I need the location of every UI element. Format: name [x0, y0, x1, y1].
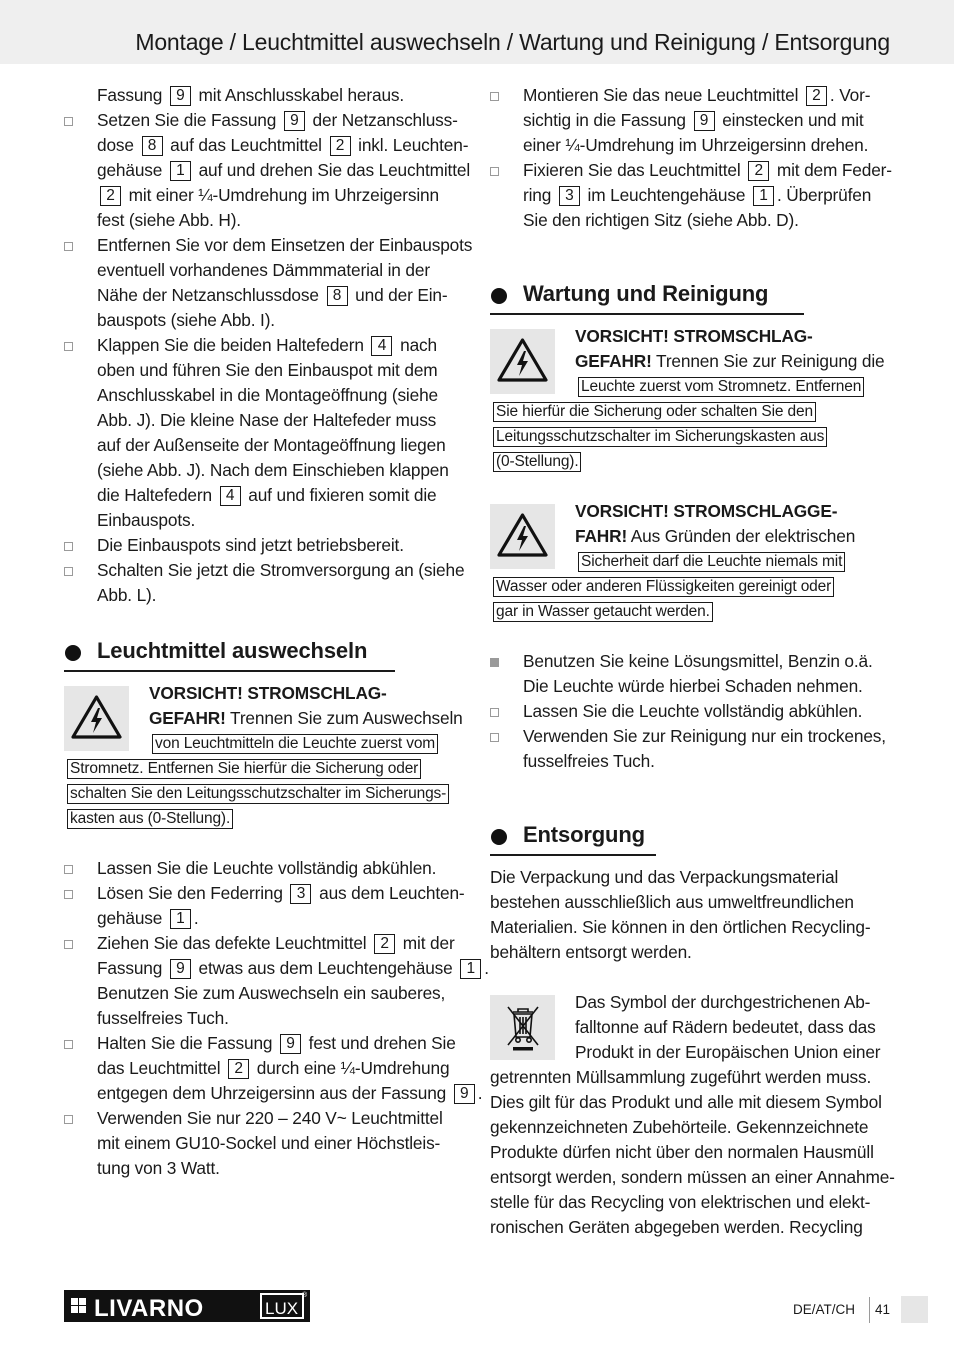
step-line	[64, 358, 466, 383]
text-segment: auf und drehen Sie das Leuchtmittel	[193, 160, 471, 180]
step-line	[64, 508, 466, 533]
step-line	[490, 749, 892, 774]
weee-line: Dies gilt für das Produkt und alle mit diesem Symbol	[490, 1092, 882, 1112]
reference-number-box: 9	[280, 1034, 301, 1054]
text-segment: oben und führen Sie den Einbauspot mit dem	[97, 360, 438, 380]
text-segment: Lassen Sie die Leuchte vollständig abkühlen.	[523, 701, 863, 721]
text-segment: Halten Sie die Fassung	[97, 1033, 278, 1053]
list-item	[64, 931, 489, 1031]
step-line	[490, 699, 892, 724]
reference-number-box: 4	[371, 336, 392, 356]
reference-number-box: 2	[806, 86, 827, 106]
high-voltage-warning-icon	[64, 686, 129, 751]
left-column	[64, 83, 489, 1181]
step-line	[64, 483, 466, 508]
text-segment: .	[484, 958, 489, 978]
text-segment: Abb. L).	[97, 585, 157, 605]
warning-line	[490, 599, 892, 624]
text-segment: auf das Leuchtmittel	[165, 135, 327, 155]
text-segment: sichtig in die Fassung	[523, 110, 691, 130]
step-line	[64, 433, 466, 458]
list-item	[490, 83, 892, 158]
warning-line	[490, 574, 892, 599]
text-segment: im Leuchtengehäuse	[582, 185, 750, 205]
step-line	[64, 931, 466, 956]
text-segment: . Überprüfen	[776, 185, 872, 205]
list-item	[64, 558, 466, 608]
step-line	[64, 1106, 466, 1131]
reference-number-box: 4	[220, 486, 241, 506]
step-line	[490, 208, 892, 233]
warning-label: FAHR!	[575, 526, 628, 546]
list-item	[490, 724, 892, 774]
square-bullet-icon	[64, 1040, 73, 1049]
registered-mark: ®	[302, 1292, 308, 1299]
text-segment: eventuell vorhandenes Dämmmaterial in der	[97, 260, 430, 280]
text-segment: aus dem Leuchten-	[314, 883, 465, 903]
list-item	[64, 1031, 483, 1106]
heading-underline	[490, 313, 804, 315]
text-segment: nach	[395, 335, 437, 355]
reference-number-box: 1	[460, 959, 481, 979]
step-line	[64, 1056, 466, 1081]
text-segment: ring	[523, 185, 556, 205]
step-line	[64, 981, 466, 1006]
list-item	[64, 108, 471, 233]
footer-divider	[869, 1297, 870, 1323]
step-line	[64, 133, 469, 158]
text-segment: das Leuchtmittel	[97, 1058, 226, 1078]
text-segment: Fassung	[97, 958, 167, 978]
reference-number-box: 1	[170, 161, 191, 181]
care-steps	[490, 649, 892, 774]
step-line	[64, 283, 466, 308]
text-segment: . Vor-	[829, 85, 871, 105]
warning-line	[64, 756, 466, 781]
text-segment: Fixieren Sie das Leuchtmittel	[523, 160, 746, 180]
lamp-steps	[64, 856, 489, 1181]
brand-suffix-text: LUX	[265, 1299, 299, 1318]
square-bullet-icon	[490, 658, 499, 667]
text-segment: gehäuse	[97, 908, 167, 928]
install-steps	[64, 83, 473, 608]
step-line	[64, 956, 489, 981]
square-bullet-icon	[64, 865, 73, 874]
reference-number-box: schalten Sie den Leitungsschutzschalter im Sicherungs-	[67, 784, 449, 804]
text-segment: auf und fixieren somit die	[243, 485, 437, 505]
text-segment: Die Einbauspots sind jetzt betriebsbereit.	[97, 535, 404, 555]
text-segment: Anschlusskabel in die Montageöffnung (siehe	[97, 385, 439, 405]
crossed-out-wheelie-bin-icon	[490, 995, 555, 1060]
high-voltage-warning-icon	[490, 504, 555, 569]
section-heading-care	[490, 279, 892, 309]
text-segment: Entfernen Sie vor dem Einsetzen der Einbauspots	[97, 235, 473, 255]
warning-line	[64, 781, 466, 806]
reference-number-box: 9	[170, 959, 191, 979]
weee-line: Produkte dürfen nicht über den normalen Hausmüll	[490, 1142, 874, 1162]
list-item	[64, 881, 466, 931]
brand-text: LIVARNO	[94, 1295, 204, 1322]
step-line	[64, 458, 466, 483]
reference-number-box: 8	[327, 286, 348, 306]
step-line	[64, 383, 466, 408]
step-line	[490, 674, 892, 699]
section-heading-text: Entsorgung	[523, 822, 645, 847]
section-heading-text: Wartung und Reinigung	[523, 281, 769, 306]
text-segment: .	[193, 908, 199, 928]
reference-number-box: 3	[290, 884, 311, 904]
step-line	[490, 649, 892, 674]
text-segment: gehäuse	[97, 160, 167, 180]
step-line	[64, 158, 471, 183]
list-item	[490, 649, 892, 699]
text-segment: Verwenden Sie nur 220 – 240 V~ Leuchtmittel	[97, 1108, 443, 1128]
square-bullet-icon	[64, 890, 73, 899]
text-segment: die Haltefedern	[97, 485, 217, 505]
square-bullet-icon	[64, 542, 73, 551]
reference-number-box: 3	[559, 186, 580, 206]
step-line	[64, 333, 466, 358]
weee-line: ronischen Geräten abgegeben werden. Recycling	[490, 1217, 863, 1237]
reference-number-box: Leitungsschutzschalter im Sicherungskasten aus	[493, 427, 827, 447]
text-segment: Einbauspots.	[97, 510, 196, 530]
page-title: Montage / Leuchtmittel auswechseln / Wartung und Reinigung / Entsorgung	[135, 29, 890, 55]
reference-number-box: 9	[454, 1084, 475, 1104]
text-segment: dose	[97, 135, 139, 155]
step-line	[490, 83, 892, 108]
weee-line: falltonne auf Rädern bedeutet, dass das	[575, 1017, 876, 1037]
page-number: 41	[875, 1302, 891, 1317]
reference-number-box: 9	[284, 111, 305, 131]
paragraph-line: Die Verpackung und das Verpackungsmaterial	[490, 867, 839, 887]
text-segment: Klappen Sie die beiden Haltefedern	[97, 335, 369, 355]
reference-number-box: kasten aus (0-Stellung).	[67, 809, 233, 829]
paragraph-line: Materialien. Sie können in den örtlichen Recycling-	[490, 917, 871, 937]
text-segment: tung von 3 Watt.	[97, 1158, 220, 1178]
step-line	[64, 881, 466, 906]
reference-number-box: 1	[753, 186, 774, 206]
weee-line: gekennzeichneten Zubehörteile. Gekennzeichnete	[490, 1117, 869, 1137]
text-segment: etwas aus dem Leuchtengehäuse	[193, 958, 458, 978]
warning-block	[64, 681, 466, 831]
step-line	[64, 83, 466, 108]
text-segment: Abb. J). Die kleine Nase der Haltefeder muss	[97, 410, 437, 430]
text-segment: Setzen Sie die Fassung	[97, 110, 281, 130]
reference-number-box: 2	[100, 186, 121, 206]
warning-line	[64, 806, 466, 831]
paragraph-line: behältern entsorgt werden.	[490, 942, 692, 962]
warning-block	[490, 499, 892, 624]
text-segment: bauspots (siehe Abb. I).	[97, 310, 275, 330]
text-segment: durch eine ¼-Umdrehung	[252, 1058, 450, 1078]
list-item	[64, 333, 466, 533]
text-segment: Verwenden Sie zur Reinigung nur ein trockenes,	[523, 726, 886, 746]
paragraph-line: bestehen ausschließlich aus umweltfreundlichen	[490, 892, 854, 912]
text-segment: Lösen Sie den Federring	[97, 883, 288, 903]
reference-number-box: 2	[374, 934, 395, 954]
text-segment: (siehe Abb. J). Nach dem Einschieben klappen	[97, 460, 449, 480]
text-segment: Schalten Sie jetzt die Stromversorgung an (siehe	[97, 560, 465, 580]
reference-number-box: 2	[748, 161, 769, 181]
country-codes: DE/AT/CH	[793, 1302, 856, 1317]
warning-line	[490, 399, 892, 424]
step-line	[64, 1031, 466, 1056]
reference-number-box: 1	[170, 909, 191, 929]
heading-underline	[490, 854, 656, 856]
text-segment: Nähe der Netzanschlussdose	[97, 285, 324, 305]
weee-line: Produkt in der Europäischen Union einer	[575, 1042, 881, 1062]
step-line	[64, 856, 466, 881]
reference-number-box: 2	[228, 1059, 249, 1079]
weee-line: getrennten Müllsammlung zugeführt werden muss.	[490, 1067, 872, 1087]
lamp-steps-continued	[490, 83, 892, 233]
step-line	[64, 183, 466, 208]
text-segment: mit Anschlusskabel heraus.	[193, 85, 405, 105]
high-voltage-warning-icon	[490, 329, 555, 394]
disposal-paragraph	[490, 865, 892, 965]
reference-number-box: von Leuchtmitteln die Leuchte zuerst vom	[152, 734, 438, 754]
text-segment: fusselfreies Tuch.	[523, 751, 655, 771]
warning-label: VORSICHT! STROMSCHLAG-	[575, 326, 813, 346]
text-segment: und der Ein-	[350, 285, 448, 305]
warning-line	[490, 449, 892, 474]
text-segment: mit dem Feder-	[772, 160, 892, 180]
reference-number-box: Leuchte zuerst vom Stromnetz. Entfernen	[578, 377, 864, 397]
step-line	[64, 1131, 466, 1156]
text-segment: einstecken und mit	[717, 110, 864, 130]
reference-number-box: Wasser oder anderen Flüssigkeiten gereinigt oder	[493, 577, 834, 597]
step-line	[64, 583, 466, 608]
text-segment: mit einer ¼-Umdrehung im Uhrzeigersinn	[124, 185, 439, 205]
step-line	[64, 408, 466, 433]
list-item	[490, 699, 892, 724]
list-item	[64, 233, 473, 333]
warning-label: GEFAHR!	[149, 708, 226, 728]
weee-block	[490, 990, 895, 1240]
text-segment: Ziehen Sie das defekte Leuchtmittel	[97, 933, 372, 953]
square-bullet-icon	[64, 1115, 73, 1124]
reference-number-box: gar in Wasser getaucht werden.	[493, 602, 713, 622]
step-line	[64, 1156, 466, 1181]
filled-circle-icon	[491, 829, 507, 845]
warning-line	[490, 424, 892, 449]
step-line	[490, 183, 892, 208]
square-bullet-icon	[64, 940, 73, 949]
step-line	[490, 108, 892, 133]
section-heading-text: Leuchtmittel auswechseln	[97, 638, 368, 663]
text-segment: entgegen dem Uhrzeigersinn aus der Fassung	[97, 1083, 451, 1103]
warning-block	[490, 324, 892, 474]
warning-label: VORSICHT! STROMSCHLAG-	[149, 683, 387, 703]
weee-line: stelle für das Recycling von elektrischen und elekt-	[490, 1192, 871, 1212]
step-line	[64, 1006, 466, 1031]
text-segment: auf der Außenseite der Montageöffnung liegen	[97, 435, 446, 455]
footer-marker	[901, 1296, 928, 1323]
list-item	[64, 856, 466, 881]
text-segment: Fassung	[97, 85, 167, 105]
square-bullet-icon	[64, 117, 73, 126]
step-line	[64, 1081, 483, 1106]
text-segment: Lassen Sie die Leuchte vollständig abkühlen.	[97, 858, 437, 878]
text-segment: mit einem GU10-Sockel und einer Höchstleis-	[97, 1133, 441, 1153]
text-segment: fest und drehen Sie	[304, 1033, 456, 1053]
list-item	[64, 533, 466, 558]
text-segment: Benutzen Sie zum Auswechseln ein sauberes,	[97, 983, 446, 1003]
heading-underline	[64, 670, 395, 672]
right-column	[490, 83, 895, 1240]
list-item	[490, 158, 892, 233]
square-bullet-icon	[64, 342, 73, 351]
list-item	[64, 1106, 466, 1181]
warning-label: GEFAHR!	[575, 351, 652, 371]
reference-number-box: Sicherheit darf die Leuchte niemals mit	[578, 552, 845, 572]
text-segment: Aus Gründen der elektrischen	[627, 526, 856, 546]
square-bullet-icon	[490, 92, 499, 101]
step-line	[64, 208, 466, 233]
step-line	[490, 133, 892, 158]
section-heading-lamp	[64, 636, 466, 666]
square-bullet-icon	[64, 567, 73, 576]
step-line	[64, 906, 466, 931]
reference-number-box: 9	[170, 86, 191, 106]
filled-circle-icon	[65, 645, 81, 661]
text-segment: Montieren Sie das neue Leuchtmittel	[523, 85, 803, 105]
step-line	[490, 158, 892, 183]
reference-number-box: 9	[694, 111, 715, 131]
section-heading-disposal	[490, 820, 892, 850]
square-bullet-icon	[490, 708, 499, 717]
text-segment: Sie den richtigen Sitz (siehe Abb. D).	[523, 210, 799, 230]
step-line	[64, 108, 466, 133]
text-segment: fest (siehe Abb. H).	[97, 210, 241, 230]
reference-number-box: 8	[142, 136, 163, 156]
warning-label: VORSICHT! STROMSCHLAGGE-	[575, 501, 838, 521]
step-line	[64, 533, 466, 558]
step-line	[64, 233, 473, 258]
square-bullet-icon	[64, 242, 73, 251]
step-line	[64, 258, 466, 283]
text-segment: Benutzen Sie keine Lösungsmittel, Benzin o.ä.	[523, 651, 873, 671]
weee-line: Das Symbol der durchgestrichenen Ab-	[575, 992, 871, 1012]
reference-number-box: Sie hierfür die Sicherung oder schalten Sie den	[493, 402, 816, 422]
text-segment: fusselfreies Tuch.	[97, 1008, 229, 1028]
step-line	[64, 308, 466, 333]
reference-number-box: 2	[330, 136, 351, 156]
text-segment: .	[477, 1083, 483, 1103]
square-bullet-icon	[490, 733, 499, 742]
text-segment: mit der	[398, 933, 455, 953]
text-segment: Trennen Sie zur Reinigung die	[651, 351, 885, 371]
livarno-lux-logo	[64, 1288, 310, 1322]
text-segment: einer ¼-Umdrehung im Uhrzeigersinn drehen.	[523, 135, 869, 155]
reference-number-box: Stromnetz. Entfernen Sie hierfür die Sicherung oder	[67, 759, 421, 779]
weee-line: entsorgt werden, sondern müssen an einer Annahme-	[490, 1167, 895, 1187]
step-line	[64, 558, 466, 583]
text-segment: Die Leuchte würde hierbei Schaden nehmen.	[523, 676, 863, 696]
square-bullet-icon	[490, 167, 499, 176]
reference-number-box: (0-Stellung).	[493, 452, 581, 472]
text-segment: der Netzanschluss-	[307, 110, 458, 130]
filled-circle-icon	[491, 288, 507, 304]
step-line	[490, 724, 892, 749]
text-segment: Trennen Sie zum Auswechseln	[225, 708, 463, 728]
text-segment: inkl. Leuchten-	[353, 135, 469, 155]
